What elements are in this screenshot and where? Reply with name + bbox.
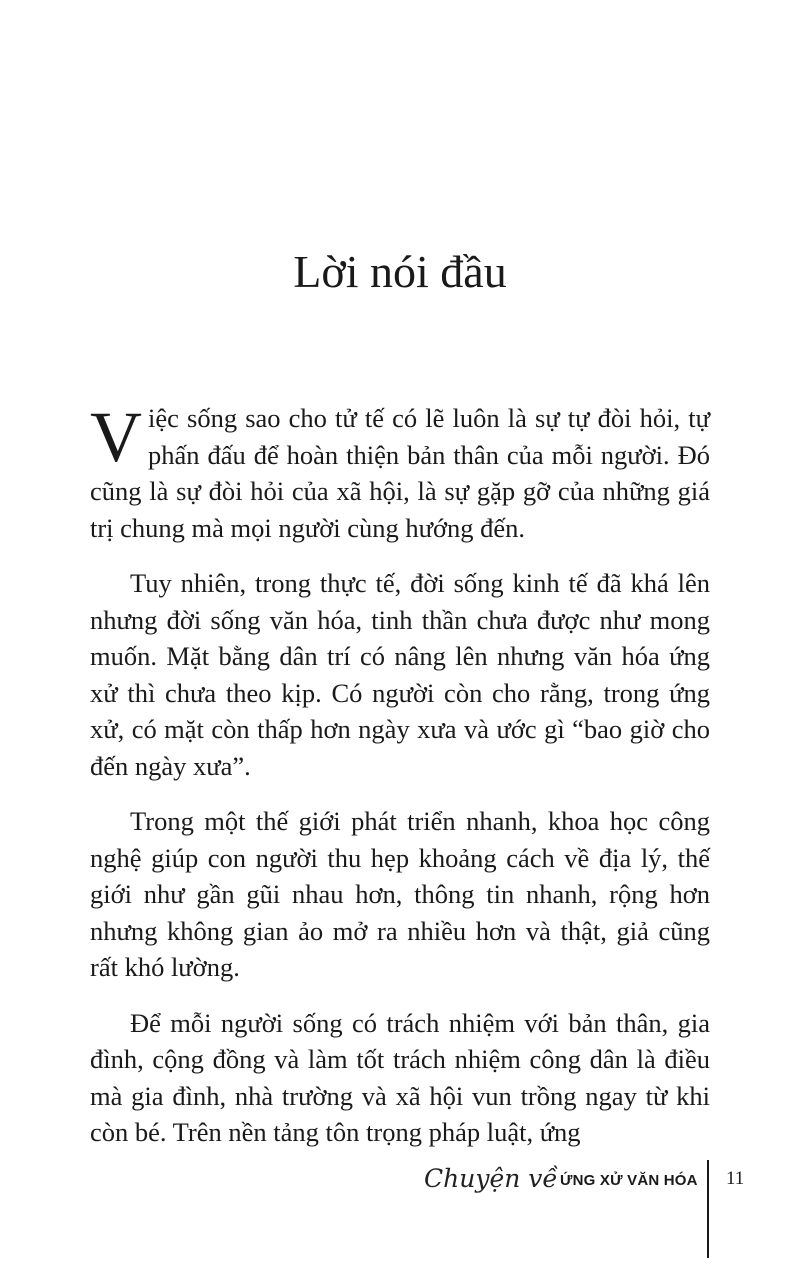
page-number: 11 [726,1168,745,1189]
paragraph-3: Trong một thế giới phát triển nhanh, khoa học công nghệ giúp con người thu hẹp khoảng cách về địa lý, thế giới như gần gũi nhau hơn, thông tin nhanh, rộng hơn nhưng không gian ảo mở ra nhiều hơn và thật, giả cũng rất khó lường. [90,806,710,982]
paragraph-1 [90,397,710,546]
series-title-script: Chuyện về [424,1164,558,1193]
footer-divider [707,1160,709,1258]
paragraph-1-text: iệc sống sao cho tử tế có lẽ luôn là sự tự đòi hỏi, tự phấn đấu để hoàn thiện bản thân của mỗi người. Đó cũng là sự đòi hỏi của xã hội, là sự gặp gỡ của những giá trị chung mà mọi người cùng hướng đến. [90,403,710,543]
body-text [90,397,710,1170]
page-footer [0,1160,800,1260]
chapter-title: Lời nói đầu [293,246,507,297]
drop-cap: V [90,397,142,477]
paragraph-4: Để mỗi người sống có trách nhiệm với bản thân, gia đình, cộng đồng và làm tốt trách nhiệm công dân là điều mà gia đình, nhà trường và xã hội vun trồng ngay từ khi còn bé. Trên nền tảng tôn trọng pháp luật, ứng [90,1007,710,1147]
series-title-caps: ỨNG XỬ VĂN HÓA [560,1172,698,1189]
paragraph-2: Tuy nhiên, trong thực tế, đời sống kinh tế đã khá lên nhưng đời sống văn hóa, tinh thần chưa được như mong muốn. Mặt bằng dân trí có nâng lên nhưng văn hóa ứng xử thì chưa theo kịp. Có người còn cho rằng, trong ứng xử, có mặt còn thấp hơn ngày xưa và ước gì “bao giờ cho đến ngày xưa”. [90,568,710,781]
